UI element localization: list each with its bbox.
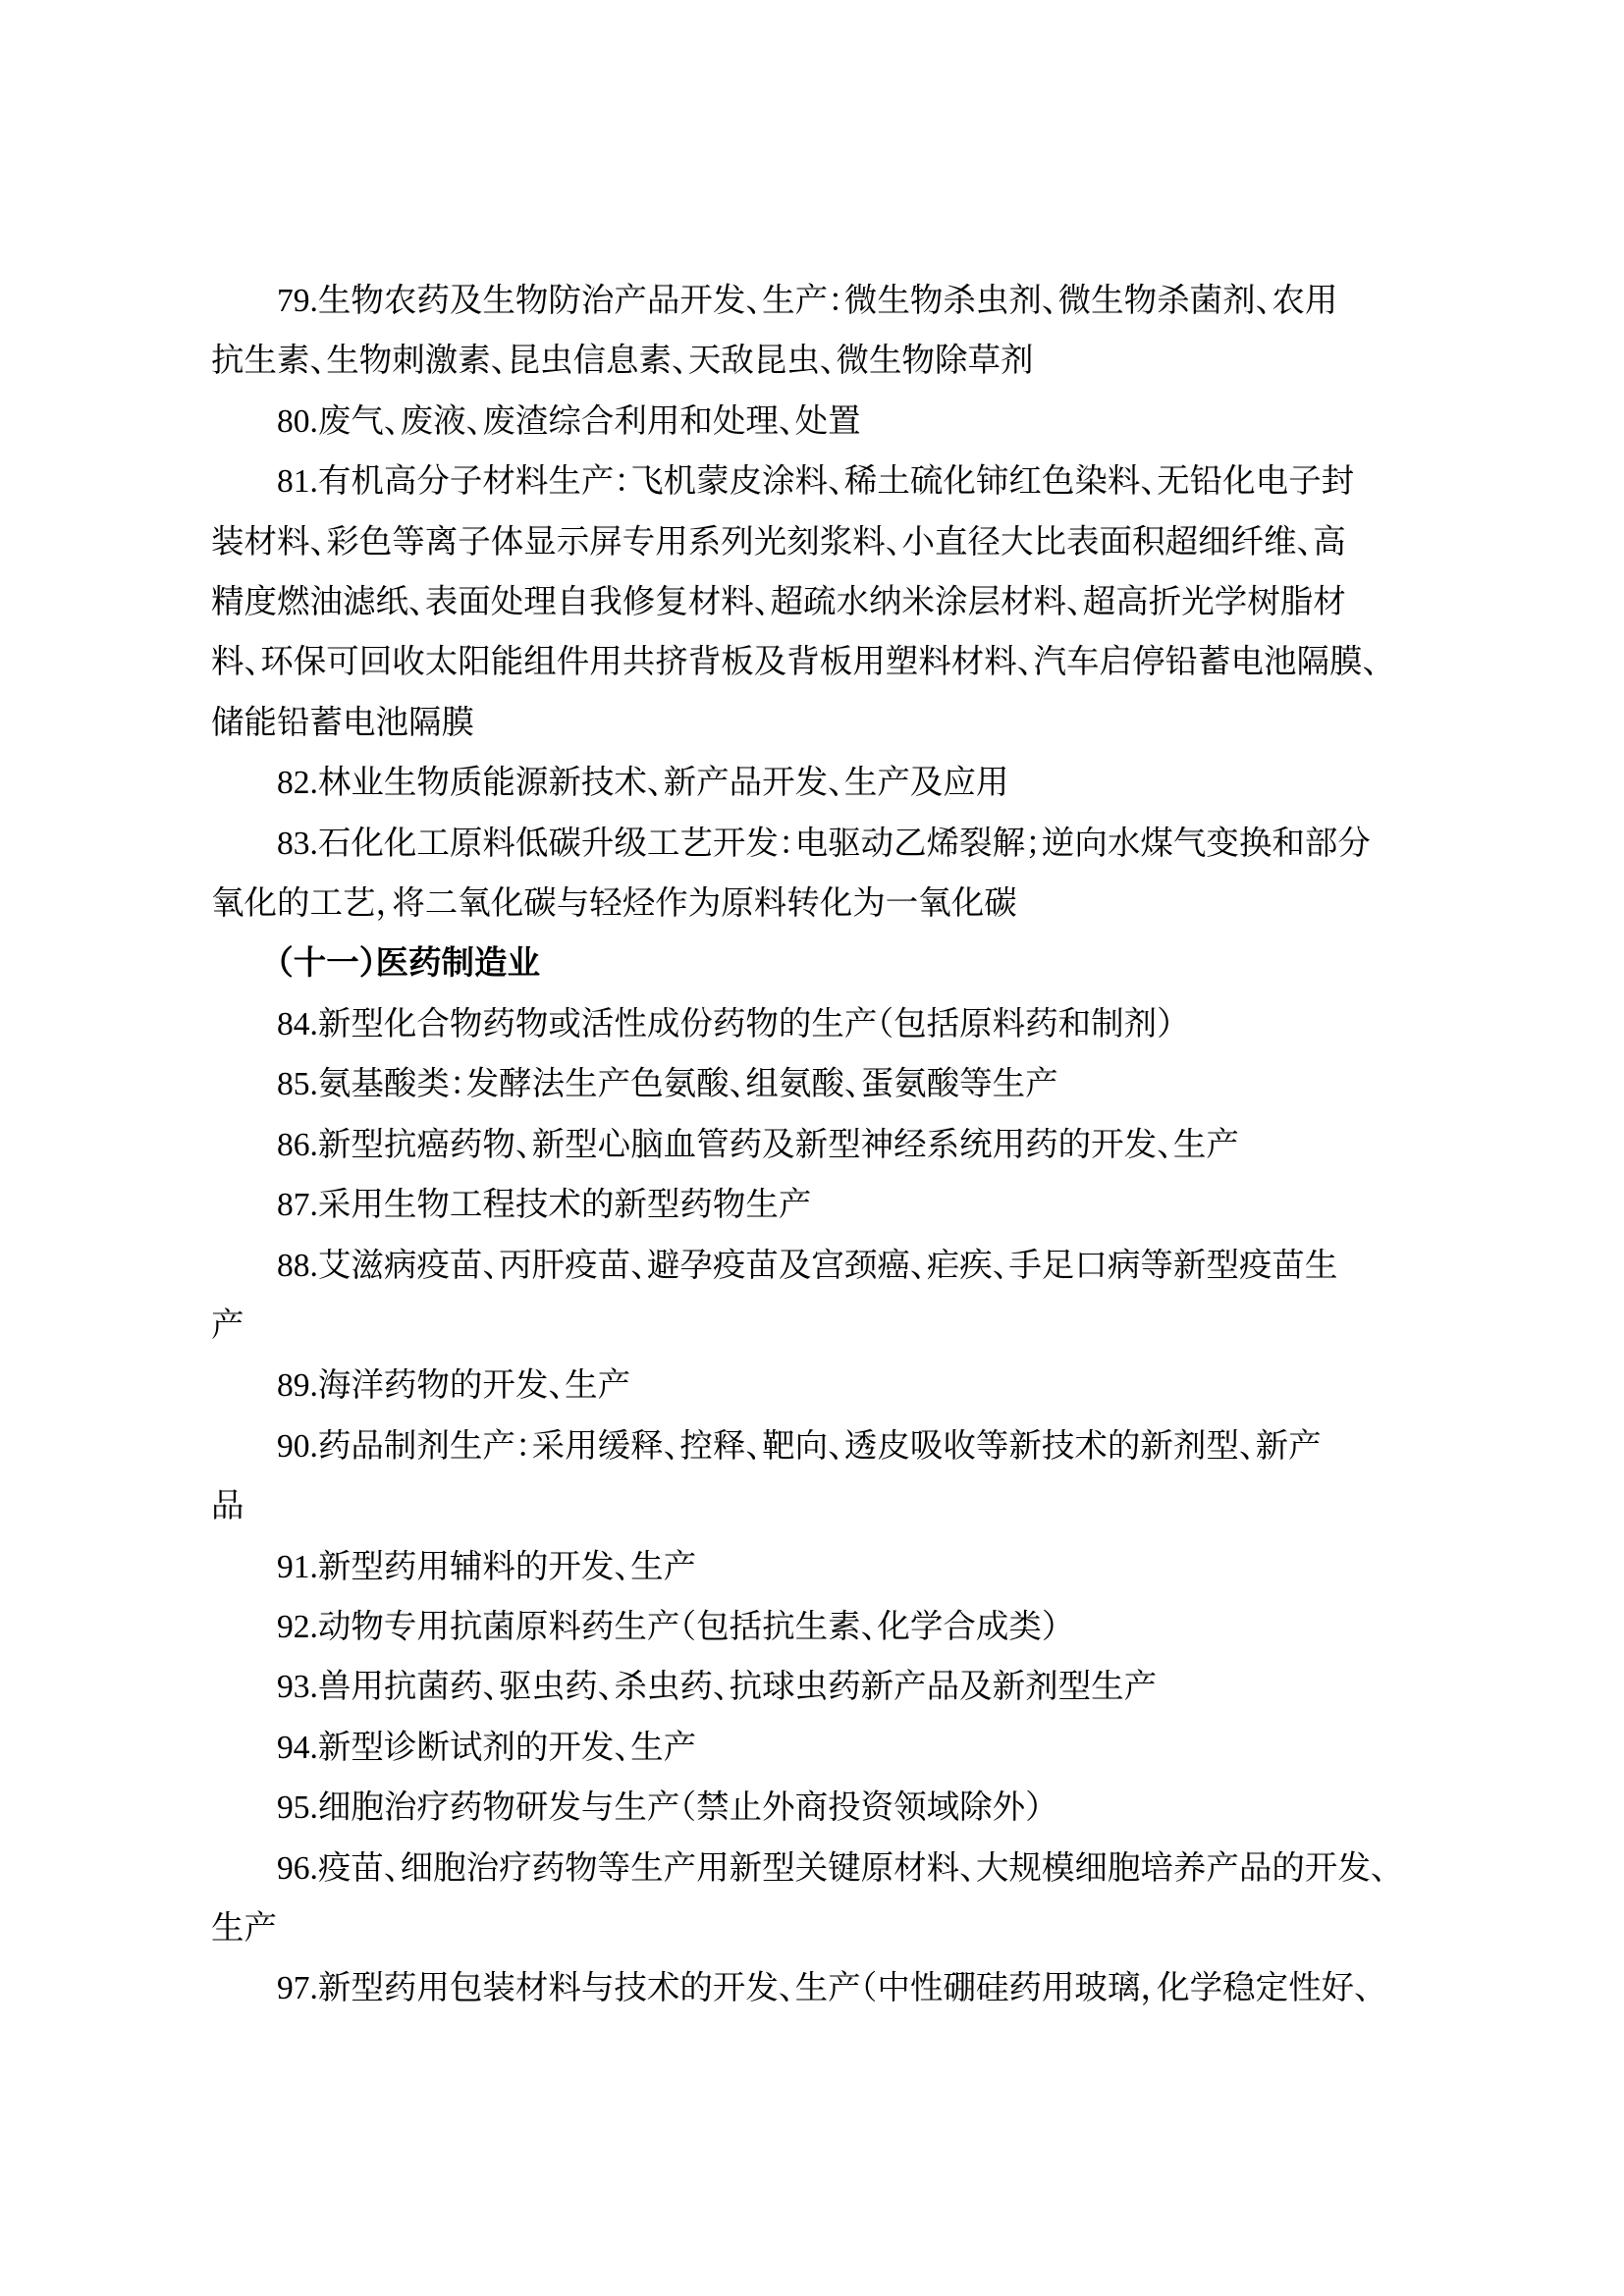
item-89: 89.海洋药物的开发、生产 — [277, 1367, 631, 1405]
item-96-line-1: 96.疫苗、细胞治疗药物等生产用新型关键原材料、大规模细胞培养产品的开发、 — [277, 1849, 1387, 1887]
item-83-line-1: 83.石化化工原料低碳升级工艺开发：电驱动乙烯裂解；逆向水煤气变换和部分 — [277, 825, 1371, 862]
item-81-line-5: 储能铅蓄电池隔膜 — [211, 704, 474, 741]
item-81-line-1: 81.有机高分子材料生产：飞机蒙皮涂料、稀土硫化铈红色染料、无铅化电子封 — [277, 463, 1355, 501]
item-96-line-2: 生产 — [211, 1909, 277, 1947]
item-88-line-1: 88.艾滋病疫苗、丙肝疫苗、避孕疫苗及宫颈癌、疟疾、手足口病等新型疫苗生 — [277, 1247, 1338, 1284]
item-81-line-4: 料、环保可回收太阳能组件用共挤背板及背板用塑料材料、汽车启停铅蓄电池隔膜、 — [211, 644, 1380, 681]
item-84: 84.新型化合物药物或活性成份药物的生产（包括原料药和制剂） — [277, 1005, 1173, 1042]
item-80: 80.废气、废液、废渣综合利用和处理、处置 — [277, 402, 861, 440]
item-92: 92.动物专用抗菌原料药生产（包括抗生素、化学合成类） — [277, 1608, 1058, 1645]
item-83-line-2: 氧化的工艺，将二氧化碳与轻烃作为原料转化为一氧化碳 — [211, 885, 1017, 923]
item-91: 91.新型药用辅料的开发、生产 — [277, 1548, 697, 1585]
item-81-line-2: 装材料、彩色等离子体显示屏专用系列光刻浆料、小直径大比表面积超细纤维、高 — [211, 523, 1346, 561]
item-79-line-1: 79.生物农药及生物防治产品开发、生产：微生物杀虫剂、微生物杀菌剂、农用 — [277, 283, 1338, 319]
item-85: 85.氨基酸类：发酵法生产色氨酸、组氨酸、蛋氨酸等生产 — [277, 1066, 1058, 1103]
item-90-line-2: 品 — [211, 1488, 244, 1525]
item-82: 82.林业生物质能源新技术、新产品开发、生产及应用 — [277, 765, 1009, 802]
item-79-line-2: 抗生素、生物刺激素、昆虫信息素、天敌昆虫、微生物除草剂 — [211, 343, 1034, 380]
item-88-line-2: 产 — [211, 1307, 244, 1344]
item-93: 93.兽用抗菌药、驱虫药、杀虫药、抗球虫药新产品及新剂型生产 — [277, 1669, 1158, 1706]
item-94: 94.新型诊断试剂的开发、生产 — [277, 1729, 697, 1766]
section-heading-11: （十一）医药制造业 — [277, 945, 540, 983]
document-text-block — [211, 271, 1421, 2019]
item-90-line-1: 90.药品制剂生产：采用缓释、控释、靶向、透皮吸收等新技术的新剂型、新产 — [277, 1427, 1322, 1465]
item-86: 86.新型抗癌药物、新型心脑血管药及新型神经系统用药的开发、生产 — [277, 1126, 1239, 1163]
item-81-line-3: 精度燃油滤纸、表面处理自我修复材料、超疏水纳米涂层材料、超高折光学树脂材 — [211, 584, 1346, 621]
item-95: 95.细胞治疗药物研发与生产（禁止外商投资领域除外） — [277, 1789, 1042, 1827]
item-87: 87.采用生物工程技术的新型药物生产 — [277, 1187, 812, 1224]
item-97-line-1: 97.新型药用包装材料与技术的开发、生产（中性硼硅药用玻璃，化学稳定性好、 — [277, 1970, 1371, 2007]
